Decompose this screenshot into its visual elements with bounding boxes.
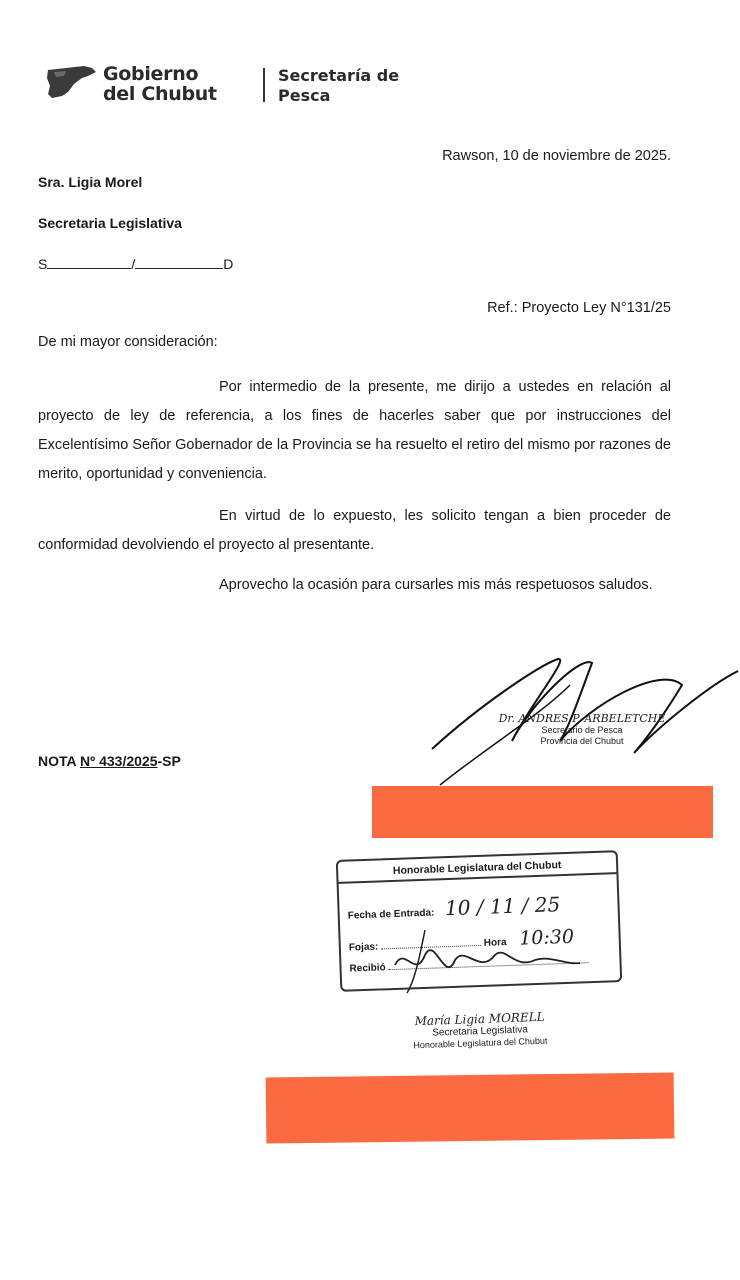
redaction-box bbox=[372, 786, 713, 838]
receiver-title: Secretaria Legislativa bbox=[432, 1024, 528, 1039]
stamp-hora-label: Hora bbox=[483, 937, 507, 949]
gov-name bbox=[103, 64, 217, 104]
recipient-title: Secretaria Legislativa bbox=[38, 215, 182, 231]
stamp-fecha-row bbox=[347, 890, 610, 923]
stamp-hora-value: 10:30 bbox=[518, 925, 575, 950]
chubut-logo bbox=[44, 62, 98, 102]
note-prefix: NOTA bbox=[38, 753, 80, 769]
sec-line1: Secretaría de bbox=[278, 66, 400, 85]
salutation: De mi mayor consideración: bbox=[38, 334, 218, 350]
stamp-fecha-value: 10 / 11 / 25 bbox=[444, 892, 561, 921]
redaction-box bbox=[266, 1073, 675, 1144]
stamp-signature-scribble bbox=[385, 925, 585, 995]
paragraph-2: En virtud de lo expuesto, les solicito tengan a bien proceder de conformidad devolviendo el proyecto al presentante. bbox=[38, 508, 671, 553]
sd-s: S bbox=[38, 256, 48, 272]
closing: Aprovecho la ocasión para cursarles mis más respetuosos saludos. bbox=[219, 577, 653, 593]
sd-line bbox=[38, 250, 238, 279]
receiver-block bbox=[394, 1009, 565, 1052]
header-divider bbox=[263, 68, 265, 102]
secretariat-name bbox=[278, 66, 399, 106]
sd-slash: / bbox=[131, 256, 136, 272]
signer-org: Provincia del Chubut bbox=[540, 736, 624, 746]
recipient-name: Sra. Ligia Morel bbox=[38, 174, 143, 190]
chubut-map-icon bbox=[44, 62, 98, 102]
note-number bbox=[38, 752, 181, 770]
paragraph-1: Por intermedio de la presente, me dirijo a ustedes en relación al proyecto de ley de referencia, a los fines de hacerles saber que por instrucciones del Excelentísimo Señor Gobernador de la Provincia se ha resuelto el retiro del mismo por razones de merito, oportunidad y conveniencia. bbox=[38, 379, 671, 482]
reference: Ref.: Proyecto Ley N°131/25 bbox=[487, 300, 671, 316]
note-suffix: -SP bbox=[157, 753, 181, 769]
stamp-fojas-label: Fojas: bbox=[348, 941, 379, 954]
note-id: Nº 433/2025 bbox=[80, 753, 158, 769]
gov-line2: del Chubut bbox=[103, 83, 217, 105]
signature-block bbox=[497, 712, 667, 747]
receiver-name: María Ligia MORELL bbox=[414, 1009, 545, 1029]
signer-name: Dr. ANDRES P. ARBELETCHE bbox=[498, 712, 666, 725]
receiver-org: Honorable Legislatura del Chubut bbox=[413, 1035, 548, 1051]
sec-line2: Pesca bbox=[278, 86, 331, 105]
signer-title: Secretario de Pesca bbox=[541, 725, 623, 735]
sd-d: D bbox=[223, 256, 234, 272]
stamp-fecha-label: Fecha de Entrada: bbox=[347, 907, 435, 922]
stamp-recibio-label: Recibió bbox=[349, 962, 386, 975]
gov-line1: Gobierno bbox=[103, 63, 199, 85]
stamp-title: Honorable Legislatura del Chubut bbox=[338, 852, 617, 884]
place-date: Rawson, 10 de noviembre de 2025. bbox=[442, 148, 671, 164]
